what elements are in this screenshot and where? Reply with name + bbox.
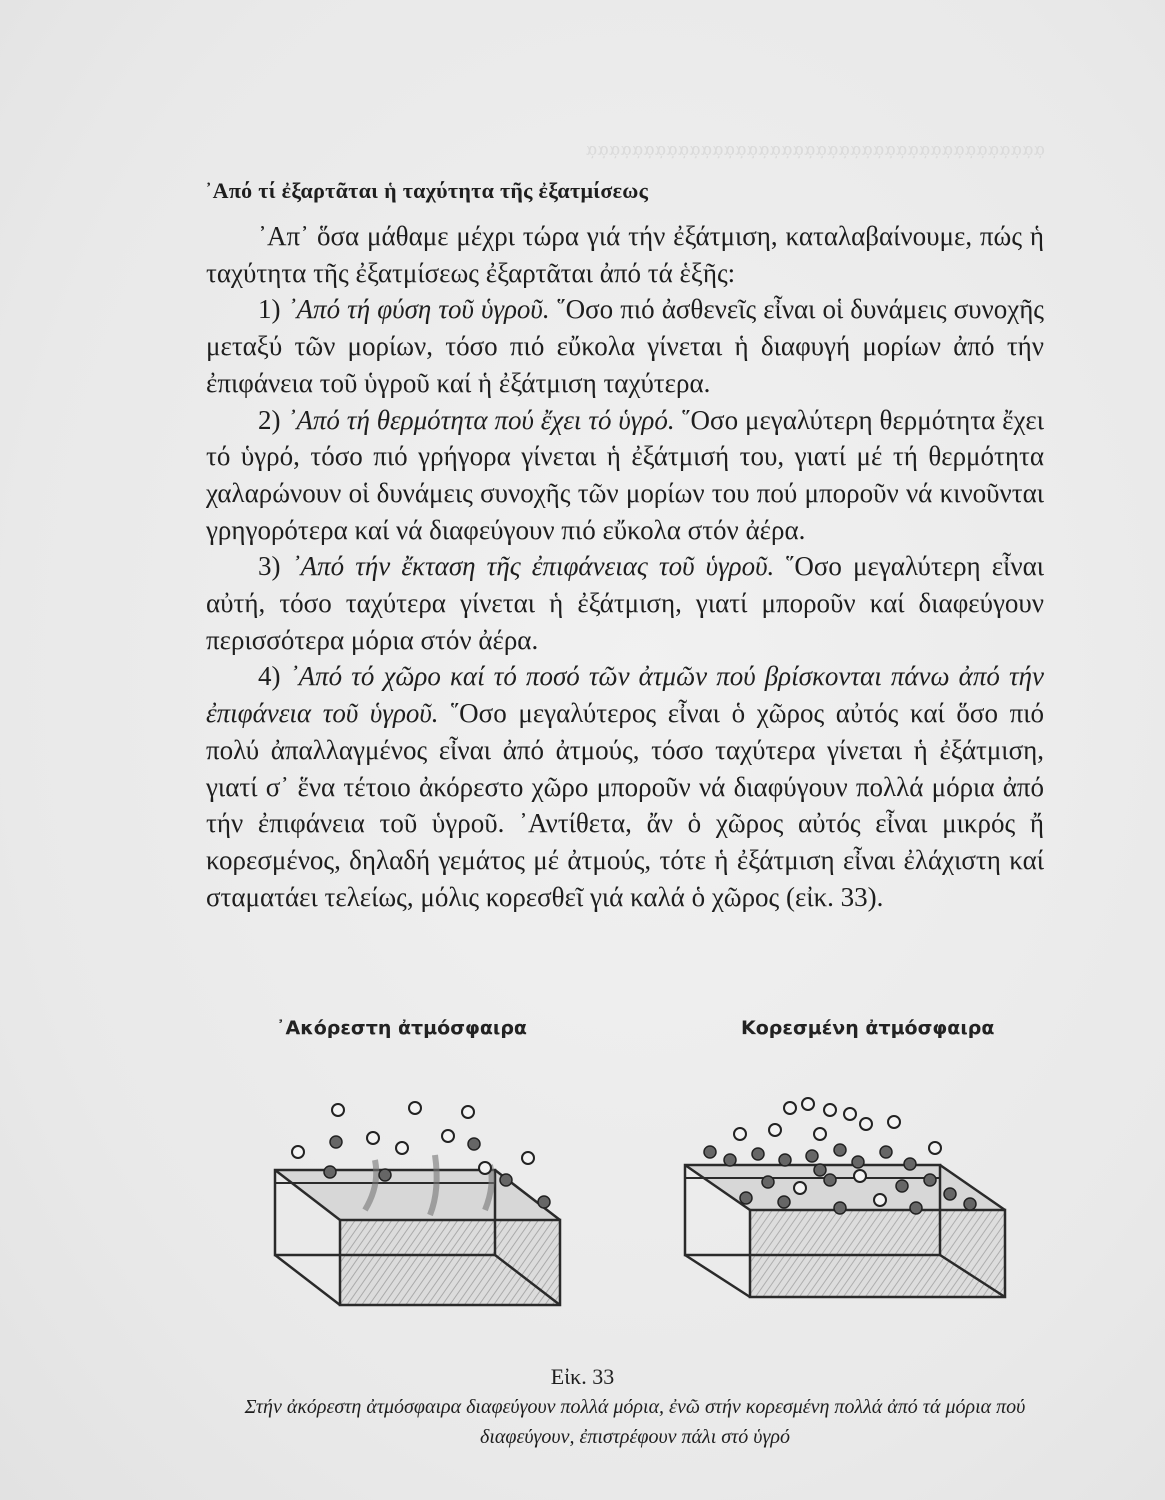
factor-title: ᾿Από τό χῶρο καί τό ποσό τῶν ἀτμῶν πού βρίσκονται πάνω ἀπό τήν ἐπιφάνεια τοῦ ὑγροῦ.: [206, 661, 1044, 729]
factor-text: ῞Οσο πιό ἀσθενεῖς εἶναι οἱ δυνάμεις συνοχῆς μεταξύ τῶν μορίων, τόσο πιό εὔκολα γίνεται ἡ διαφυγή μορίων ἀπό τήν ἐπιφάνεια τοῦ ὑγροῦ καί ἡ ἐξάτμιση ταχύτερα.: [206, 294, 1044, 398]
factor-number: 3): [258, 551, 281, 582]
saturated-container-illustration: [680, 1090, 1020, 1330]
saturated-atmosphere-label: Κορεσμένη ἀτμόσφαιρα: [741, 1017, 995, 1039]
factor-title: ᾿Από τή φύση τοῦ ὑγροῦ.: [287, 294, 550, 325]
factor-paragraph-4: [206, 658, 1044, 915]
factor-title: ᾿Από τή θερμότητα πού ἔχει τό ὑγρό.: [287, 404, 675, 435]
factor-paragraph-1: [206, 291, 1044, 401]
figure-caption: Στήν ἀκόρεστη ἀτμόσφαιρα διαφεύγουν πολλά μόρια, ἐνῶ στήν κορεσμένη πολλά ἀπό τά μόρια πού διαφεύγουν, ἐπιστρέφουν πάλι στό ὑγρό: [244, 1396, 1026, 1448]
figure-number: Εἰκ. 33: [550, 1364, 615, 1389]
intro-paragraph: ᾿Απ᾿ ὅσα μάθαμε μέχρι τώρα γιά τήν ἐξάτμιση, καταλαβαίνουμε, πώς ἡ ταχύτητα τῆς ἐξατμίσεως ἐξαρτᾶται ἀπό τά ἑξῆς:: [206, 221, 1044, 288]
factor-text: ῞Οσο μεγαλύτερη εἶναι αὐτή, τόσο ταχύτερα γίνεται ἡ ἐξάτμιση, γιατί μποροῦν καί διαφεύγουν περισσότερα μόρια στόν ἀέρα.: [206, 551, 1045, 655]
factor-number: 2): [258, 404, 281, 435]
body-text: [206, 218, 1044, 915]
section-heading: ᾿Από τί ἐξαρτᾶται ἡ ταχύτητα τῆς ἐξατμίσεως: [205, 178, 649, 203]
factor-number: 1): [258, 294, 281, 325]
factor-text: ῞Οσο μεγαλύτερη θερμότητα ἔχει τό ὑγρό, τόσο πιό γρήγορα γίνεται ἡ ἐξάτμισή του, γιατί μέ τή θερμότητα χαλαρώνουν οἱ δυνάμεις συνοχῆς τῶν μορίων του πού μποροῦν νά κινοῦνται γρηγορότερα καί νά διαφεύγουν πιό εὔκολα στόν ἀέρα.: [206, 404, 1045, 545]
unsaturated-atmosphere-label: ᾿Ακόρεστη ἀτμόσφαιρα: [276, 1017, 527, 1039]
factor-number: 4): [258, 661, 281, 692]
factor-title: ᾿Από τήν ἔκταση τῆς ἐπιφάνειας τοῦ ὑγροῦ.: [291, 551, 775, 582]
factor-paragraph-3: [206, 548, 1044, 658]
factor-text: ῞Οσο μεγαλύτερος εἶναι ὁ χῶρος αὐτός καί ὅσο πιό πολύ ἀπαλλαγμένος εἶναι ἀπό ἀτμούς, τόσο ταχύτερα γίνεται ἡ ἐξάτμιση, γιατί σ᾿ ἕνα τέτοιο ἀκόρεστο χῶρο μποροῦν νά διαφύγουν πολλά μόρια ἀπό τήν ἐπιφάνεια τοῦ ὑγροῦ. ᾿Αντίθετα, ἄν ὁ χῶρος αὐτός εἶναι μικρός ἤ κορεσμένος, δηλαδή γεμάτος μέ ἀτμούς, τότε ἡ ἐξάτμιση εἶναι ἐλάχιστη καί σταματάει τελείως, μόλις κορεσθεῖ γιά καλά ὁ χῶρος (εἰκ. 33).: [206, 698, 1044, 912]
factor-paragraph-2: [206, 402, 1044, 549]
unsaturated-container-illustration: [270, 1090, 570, 1330]
show-through-texture: ᾳᾳᾳᾳᾳᾳᾳᾳᾳᾳᾳᾳᾳᾳᾳᾳᾳᾳᾳᾳᾳᾳᾳᾳᾳᾳᾳᾳᾳᾳᾳᾳᾳᾳᾳᾳᾳᾳᾳᾳ: [585, 140, 1045, 160]
